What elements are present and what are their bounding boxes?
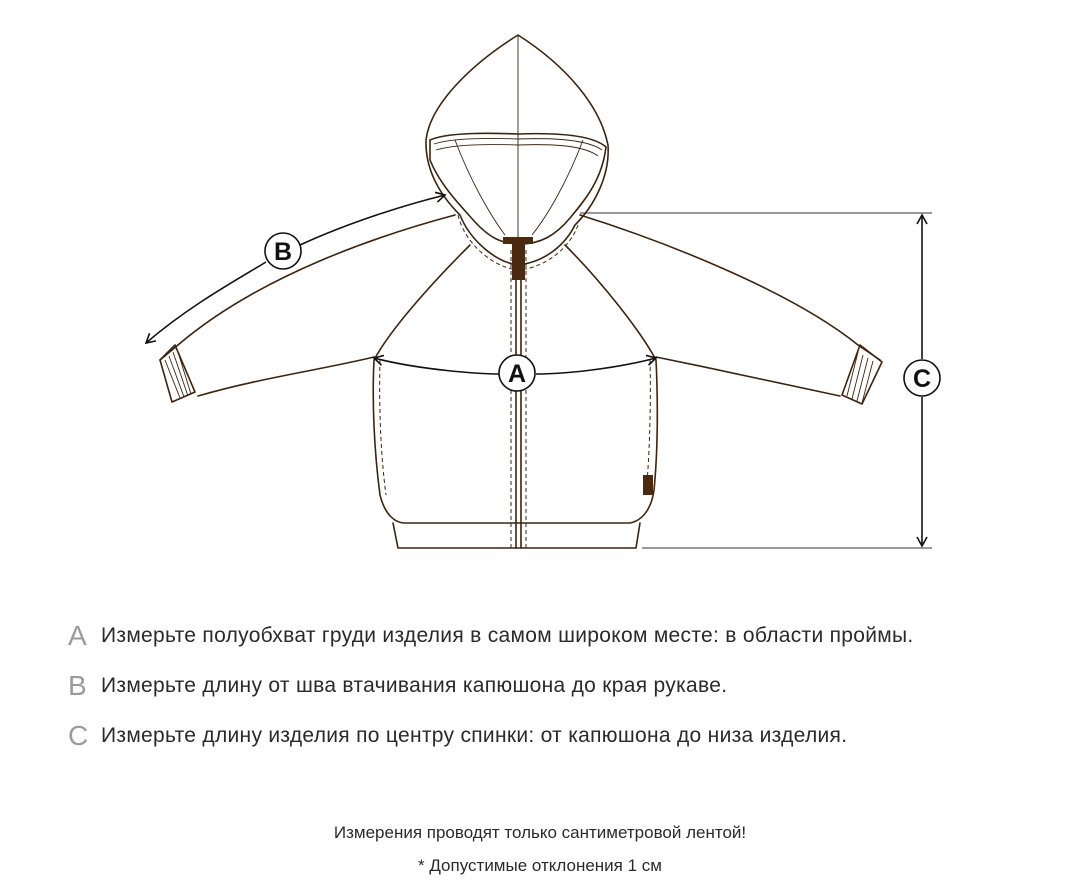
label-a: A [507, 360, 527, 388]
instruction-c [68, 718, 1048, 754]
measurement-a [374, 355, 656, 391]
pocket-tab [643, 475, 653, 495]
right-cuff [842, 345, 882, 404]
instruction-a [68, 618, 1048, 654]
label-b: B [273, 238, 293, 266]
hood-outline [426, 35, 608, 265]
jacket-outline [160, 35, 882, 548]
instruction-text-b: Измерьте длину от шва втачивания капюшона до края рукаве. [101, 674, 728, 697]
zipper [516, 252, 521, 548]
zipper-pull [512, 242, 525, 280]
left-cuff [160, 345, 195, 402]
instruction-b [68, 668, 1048, 704]
measurement-notes [0, 820, 1080, 886]
label-c: C [912, 365, 932, 393]
instruction-text-a: Измерьте полуобхват груди изделия в самом широком месте: в области проймы. [101, 624, 914, 647]
note-tape-only: Измерения проводят только сантиметровой лентой! [333, 823, 747, 842]
right-sleeve [580, 215, 880, 396]
instruction-letter-b: B [68, 670, 87, 701]
note-tolerance: * Допустимые отклонения 1 см [418, 856, 662, 875]
measurement-c [580, 213, 940, 548]
instruction-letter-a: A [68, 620, 87, 651]
instruction-text-c: Измерьте длину изделия по центру спинки: от капюшона до низа изделия. [101, 724, 848, 747]
instruction-list [68, 618, 1048, 768]
instruction-letter-c: C [68, 720, 89, 751]
